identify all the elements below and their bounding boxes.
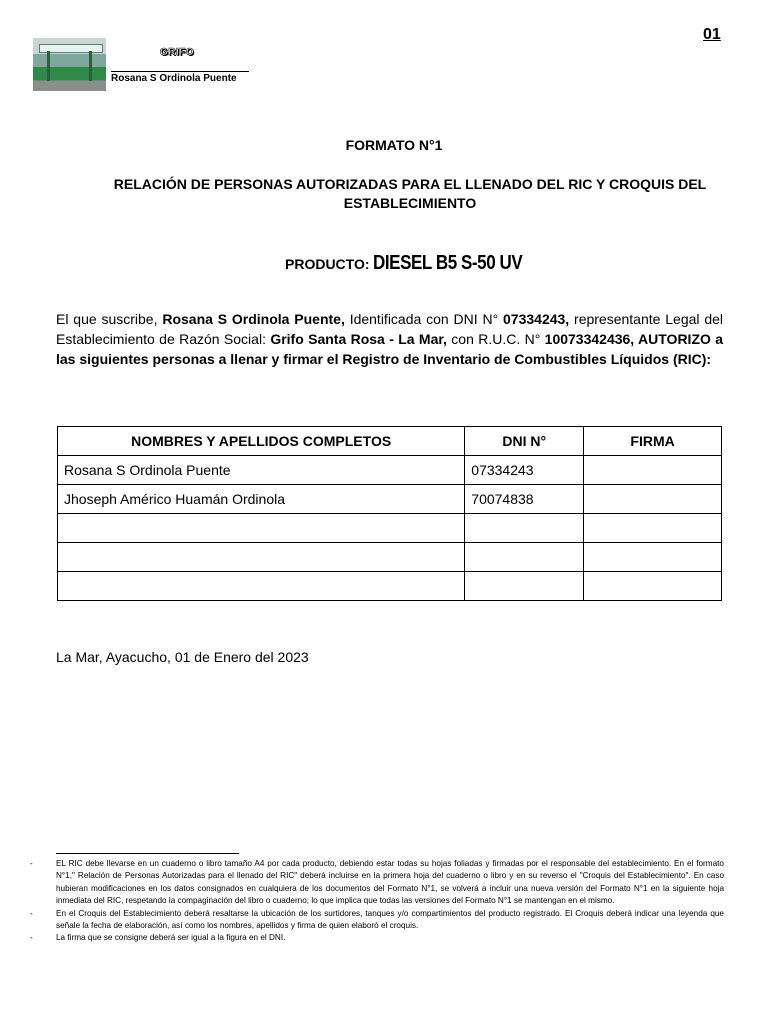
canopy-post: [47, 51, 50, 81]
declaration-text: El que suscribe,: [56, 311, 163, 327]
person-dni: 07334243: [465, 456, 584, 485]
header-signature: FIRMA: [584, 427, 722, 456]
brand-label: GRIFO: [160, 47, 195, 58]
person-dni: [465, 572, 584, 601]
footnote-item: [30, 908, 724, 933]
footnote-item: [30, 932, 724, 944]
footnote-text: EL RIC debe llevarse en un cuaderno o libro tamaño A4 por cada producto, debiendo estar todas su hojas foliadas y firmadas por el responsable del establecimiento. En el formato N°1," Relación de Personas Autorizadas para el llenado del RIC" deberá incluirse en la primera hoja del cuaderno o libro y en su reverso el "Croquis del Establecimiento". En caso hubieran modificaciones en los datos consignados en cualquiera de los documentos del Formato N°1, se volverá a incluir una nueva versión del Formato N°1 en la siguiente hoja inmediata del RIC, respetando la compaginación del libro o cuaderno; lo que implica que todas las versiones del Formato N°1 se mantengan en el mismo.: [56, 859, 724, 906]
person-signature: [584, 514, 722, 543]
person-name: [58, 572, 465, 601]
gas-station-photo: [33, 38, 106, 91]
person-name: Jhoseph Américo Huamán Ordinola: [58, 485, 465, 514]
declaration-text: Identificada con DNI N°: [344, 311, 504, 327]
format-title: FORMATO N°1: [345, 137, 443, 153]
owner-name: Rosana S Ordinola Puente: [111, 73, 237, 84]
product-value: DIESEL B5 S-50 UV: [373, 252, 523, 274]
header-divider: [111, 71, 249, 72]
authorized-persons-table: [57, 426, 722, 601]
person-dni: [465, 514, 584, 543]
table-row: [58, 485, 722, 514]
person-signature: [584, 572, 722, 601]
footnote-separator: [56, 853, 239, 854]
person-name: [58, 543, 465, 572]
person-signature: [584, 456, 722, 485]
footnote-text: En el Croquis del Establecimiento deberá resaltarse la ubicación de los surtidores, tanques y/o compartimientos del producto registrado. El Croquis deberá indicar una leyenda que señale la fecha de elaboración, así como los nombres, apellidos y firma de quien elaboró el croquis.: [56, 908, 724, 931]
page-number: 01: [703, 26, 721, 43]
declaration-text: representante Legal del Establecimiento de Razón Social:: [56, 311, 724, 347]
table-header-row: [58, 427, 722, 456]
person-signature: [584, 485, 722, 514]
table-row: [58, 514, 722, 543]
person-name: [58, 514, 465, 543]
header-names: NOMBRES Y APELLIDOS COMPLETOS: [58, 427, 465, 456]
declaration-text: con R.U.C. N°: [446, 331, 545, 347]
declaration-paragraph: [56, 309, 723, 369]
ruc-authorization: 10073342436, AUTORIZO a las siguientes personas a llenar y firmar el Registro de Inventario de Combustibles Líquidos (RIC):: [56, 331, 724, 367]
footnote-item: [30, 858, 724, 908]
footnote-dash: -: [30, 933, 33, 943]
footnote-dash: -: [30, 859, 33, 868]
person-signature: [584, 543, 722, 572]
table-row: [58, 543, 722, 572]
place-date: La Mar, Ayacucho, 01 de Enero del 2023: [56, 649, 309, 665]
person-dni: 70074838: [465, 485, 584, 514]
footnotes: [30, 858, 724, 945]
representative-dni: 07334243,: [503, 311, 570, 327]
person-dni: [465, 543, 584, 572]
product-line: [285, 252, 549, 275]
footnote-dash: -: [30, 908, 33, 918]
relation-title: RELACIÓN DE PERSONAS AUTORIZADAS PARA EL LLENADO DEL RIC Y CROQUIS DEL ESTABLECIMIENTO: [113, 176, 707, 211]
product-label: PRODUCTO:: [285, 256, 370, 272]
footnote-text: La firma que se consigne deberá ser igual a la figura en el DNI.: [56, 933, 286, 943]
representative-name: Rosana S Ordinola Puente,: [162, 311, 345, 327]
canopy-post: [89, 51, 92, 81]
table-row: [58, 572, 722, 601]
table-row: [58, 456, 722, 485]
company-name: Grifo Santa Rosa - La Mar,: [270, 331, 447, 347]
person-name: Rosana S Ordinola Puente: [58, 456, 465, 485]
header-dni: DNI N°: [465, 427, 584, 456]
